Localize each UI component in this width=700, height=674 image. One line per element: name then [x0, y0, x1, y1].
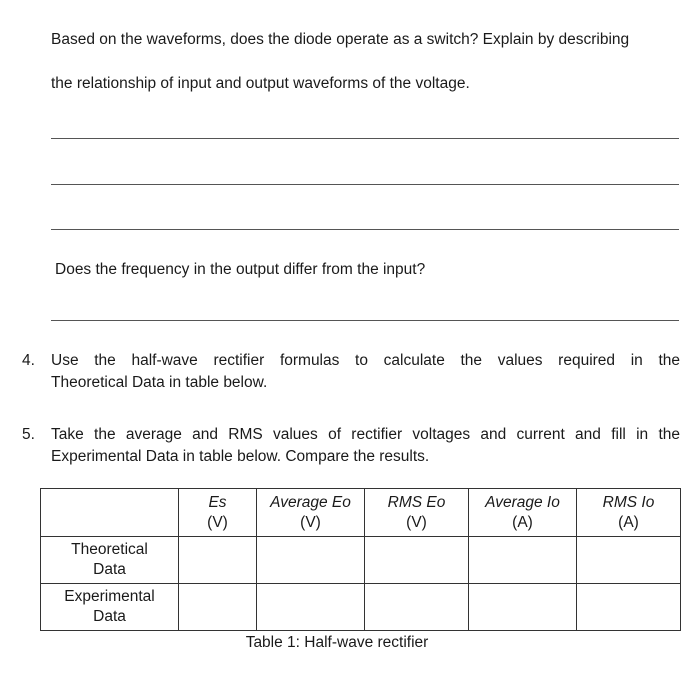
answer-line — [51, 320, 679, 321]
list-item-text-line-2: Theoretical Data in table below. — [51, 374, 268, 391]
answer-line — [51, 229, 679, 230]
table-caption: Table 1: Half-wave rectifier — [245, 634, 429, 651]
answer-line — [51, 184, 679, 185]
table-cell[interactable] — [469, 584, 577, 631]
half-wave-rectifier-table — [40, 488, 681, 631]
question-1-line-1: Based on the waveforms, does the diode operate as a switch? Explain by describing — [51, 31, 630, 48]
list-item-text-line-2: Experimental Data in table below. Compare the results. — [51, 448, 430, 465]
table-cell[interactable] — [257, 584, 365, 631]
table-row-label: Theoretical Data — [41, 537, 179, 584]
list-item-text-line-1: Take the average and RMS values of rectifier voltages and current and fill in the — [51, 426, 680, 443]
table-cell[interactable] — [365, 537, 469, 584]
table-row-label: Experimental Data — [41, 584, 179, 631]
table-header-row — [41, 489, 681, 537]
table-cell[interactable] — [179, 537, 257, 584]
list-item-number: 5. — [22, 426, 35, 443]
table-header-empty — [41, 489, 179, 537]
table-header-es: Es (V) — [179, 489, 257, 537]
answer-line — [51, 138, 679, 139]
table-header-rms-io: RMS Io (A) — [577, 489, 681, 537]
table-cell[interactable] — [577, 584, 681, 631]
list-item-number: 4. — [22, 352, 35, 369]
table-header-average-io: Average Io (A) — [469, 489, 577, 537]
list-item-text-line-1: Use the half-wave rectifier formulas to calculate the values required in the — [51, 352, 680, 369]
table-cell[interactable] — [577, 537, 681, 584]
question-1-line-2: the relationship of input and output waveforms of the voltage. — [51, 75, 470, 92]
table-cell[interactable] — [257, 537, 365, 584]
table-cell[interactable] — [469, 537, 577, 584]
table-header-average-eo: Average Eo (V) — [257, 489, 365, 537]
question-2: Does the frequency in the output differ from the input? — [55, 261, 426, 278]
table-row — [41, 537, 681, 584]
table-cell[interactable] — [365, 584, 469, 631]
table-row — [41, 584, 681, 631]
table-header-rms-eo: RMS Eo (V) — [365, 489, 469, 537]
table-cell[interactable] — [179, 584, 257, 631]
